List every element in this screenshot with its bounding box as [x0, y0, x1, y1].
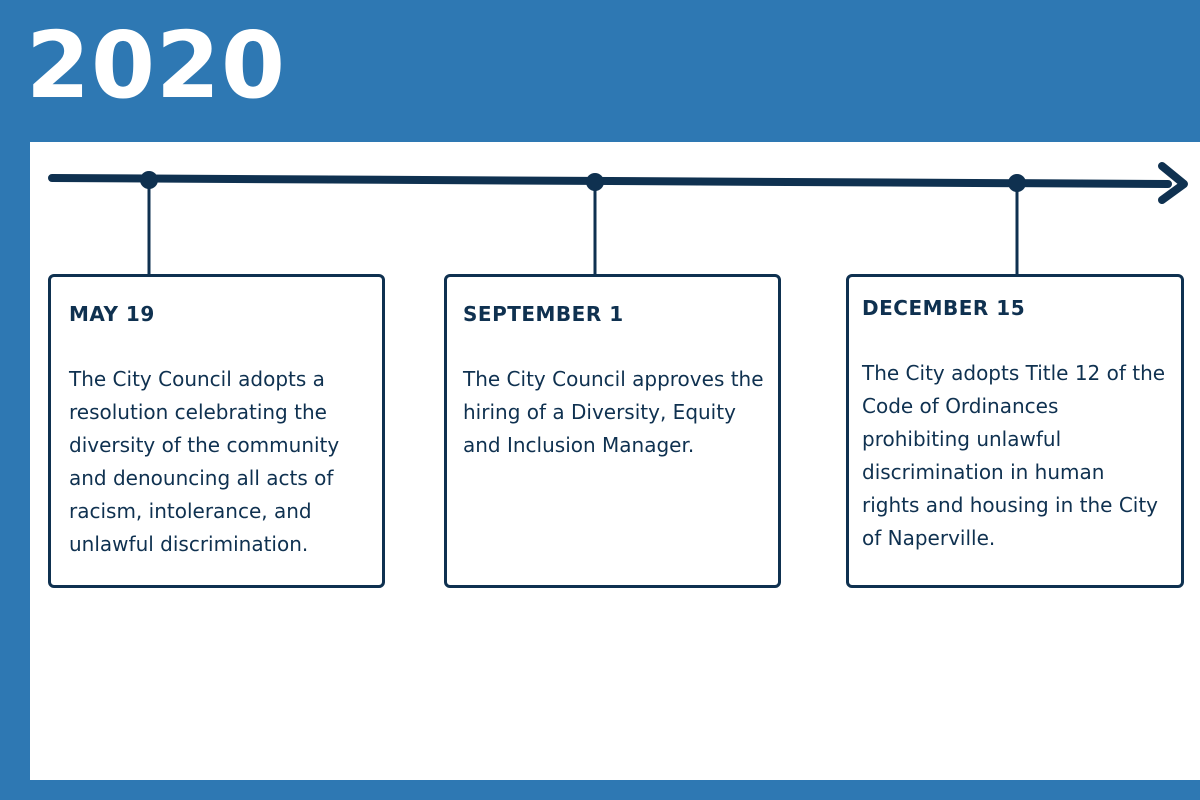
event-date: SEPTEMBER 1: [463, 302, 624, 326]
year-title: 2020: [26, 12, 287, 119]
event-date: MAY 19: [69, 302, 155, 326]
event-description: The City Council adopts a resolution celebrating the diversity of the community and denouncing all acts of racism, intolerance, and unlawful discrimination.: [69, 367, 340, 556]
event-card-december-15: [846, 274, 1184, 588]
marker-may-19: [140, 171, 158, 189]
event-card-september-1: [444, 274, 781, 588]
event-date: DECEMBER 15: [862, 296, 1026, 320]
marker-december-15: [1008, 174, 1026, 192]
marker-september-1: [586, 173, 604, 191]
timeline-axis: [52, 178, 1168, 184]
event-card-may-19: [48, 274, 385, 588]
event-description: The City Council approves the hiring of a Diversity, Equity and Inclusion Manager.: [463, 367, 764, 457]
event-description: The City adopts Title 12 of the Code of Ordinances prohibiting unlawful discrimination in human rights and housing in the City of Naperville.: [862, 361, 1166, 550]
